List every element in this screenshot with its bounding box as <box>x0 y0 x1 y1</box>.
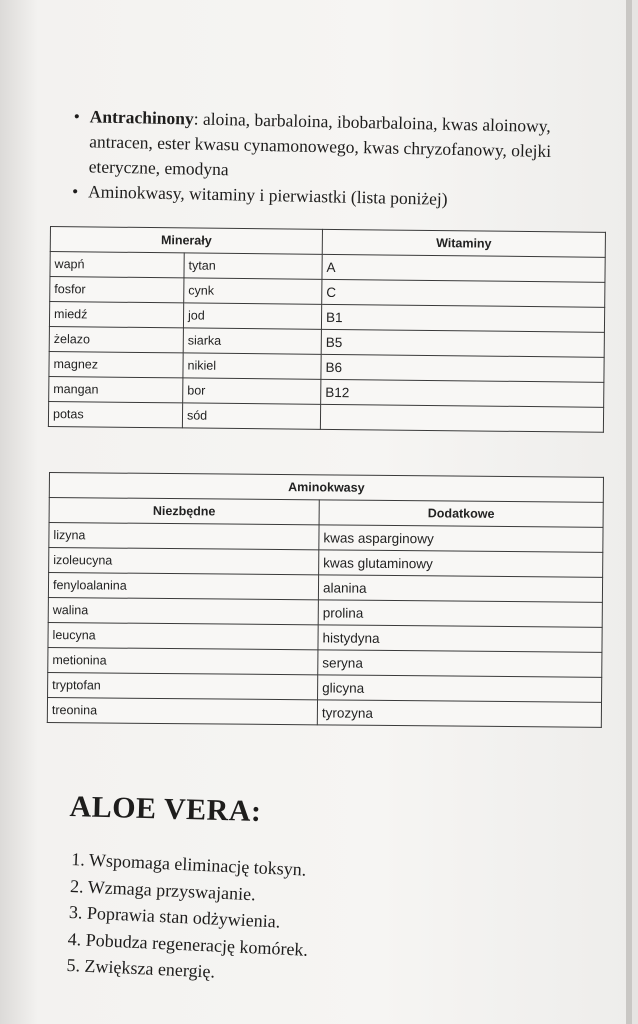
bullet-text: Aminokwasy, witaminy i pierwiastki (lista poniżej) <box>87 181 448 209</box>
mineral-cell: siarka <box>183 328 321 354</box>
additional-cell: histydyna <box>318 625 602 652</box>
list-item: 5. Zwiększa energię. <box>66 954 216 982</box>
bullet-anthraquinones <box>72 104 613 190</box>
mineral-cell: mangan <box>49 376 183 402</box>
list-item: 3. Poprawia stan odżywienia. <box>68 901 281 932</box>
list-item: 4. Pobudza regenerację komórek. <box>67 928 309 960</box>
additional-cell: tyrozyna <box>317 700 601 727</box>
mineral-cell: magnez <box>49 351 183 377</box>
mineral-cell: fosfor <box>50 277 184 303</box>
mineral-cell: miedź <box>49 302 183 328</box>
vitamin-cell: A <box>322 254 605 282</box>
vitamin-cell <box>320 404 603 432</box>
additional-cell: kwas asparginowy <box>319 525 603 552</box>
mineral-cell: bor <box>183 378 321 404</box>
amino-table-title: Aminokwasy <box>49 473 603 503</box>
bullet-dot-icon: • <box>73 105 81 127</box>
additional-cell: kwas glutaminowy <box>319 550 603 577</box>
additional-cell: prolina <box>318 600 602 627</box>
mineral-cell: nikiel <box>183 353 321 379</box>
mineral-cell: żelazo <box>49 326 183 352</box>
header-vitamins: Witaminy <box>322 229 605 257</box>
additional-cell: glicyna <box>318 675 602 702</box>
table-row <box>47 697 601 727</box>
essential-cell: leucyna <box>48 622 318 649</box>
essential-cell: metionina <box>48 647 318 674</box>
mineral-cell: sód <box>182 403 320 429</box>
vitamin-cell: C <box>322 279 605 307</box>
header-additional: Dodatkowe <box>319 500 603 527</box>
bullet-text: : aloina, barbaloina, ibobarbaloina, kwas aloinowy, antracen, ester kwasu cynamonowego, kwas chryzofanowy, olejki eteryczne, emodyna <box>88 108 552 180</box>
mineral-cell: wapń <box>50 252 184 278</box>
minerals-vitamins-table <box>48 226 606 433</box>
table-row <box>48 401 603 432</box>
essential-cell: walina <box>48 597 318 624</box>
vitamin-cell: B12 <box>321 379 604 407</box>
vitamin-cell: B6 <box>321 354 604 382</box>
page-edge <box>626 0 632 1024</box>
mineral-cell: jod <box>183 303 321 329</box>
list-item: 2. Wzmaga przyswajanie. <box>69 875 257 904</box>
header-essential: Niezbędne <box>49 498 319 525</box>
vitamin-cell: B5 <box>321 329 604 357</box>
list-item: 1. Wspomaga eliminację toksyn. <box>70 848 307 880</box>
essential-cell: tryptofan <box>48 672 318 699</box>
bullet-bold-term: Antrachinony <box>89 106 194 129</box>
essential-cell: treonina <box>47 697 317 724</box>
essential-cell: izoleucyna <box>49 548 319 575</box>
mineral-cell: tytan <box>184 253 322 279</box>
vitamin-cell: B1 <box>321 304 604 332</box>
bullet-dot-icon: • <box>71 180 79 202</box>
essential-cell: lizyna <box>49 523 319 550</box>
additional-cell: alanina <box>318 575 602 602</box>
aloe-benefits-list <box>66 846 492 997</box>
amino-acids-table <box>47 472 604 728</box>
bullet-list <box>72 104 614 215</box>
essential-cell: fenyloalanina <box>48 573 318 600</box>
mineral-cell: cynk <box>184 278 322 304</box>
header-minerals: Minerały <box>50 227 322 255</box>
additional-cell: seryna <box>318 650 602 677</box>
aloe-vera-heading: ALOE VERA: <box>69 790 262 829</box>
mineral-cell: potas <box>48 401 182 427</box>
